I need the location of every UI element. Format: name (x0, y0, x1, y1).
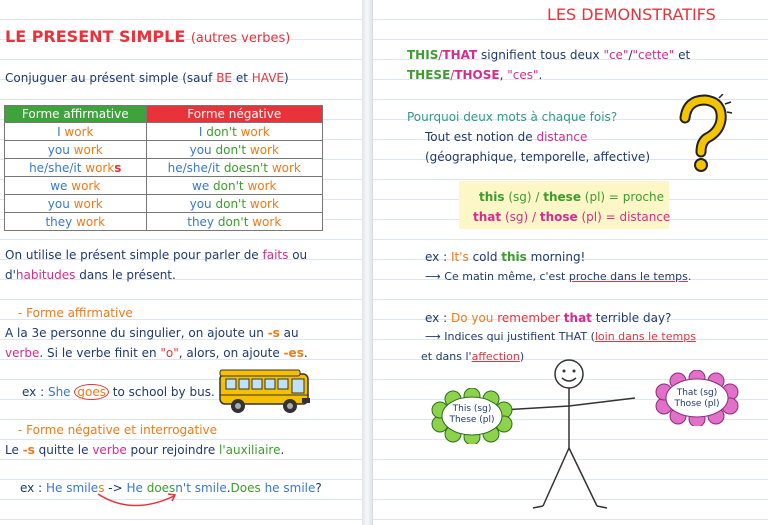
affirmative-cell: you work (5, 195, 147, 213)
header-negative: Forme négative (146, 106, 322, 123)
affirmative-cell: you work (5, 141, 147, 159)
distance-line-1: Tout est notion de distance (425, 130, 588, 144)
flower-right-text: That (sg) Those (pl) (674, 388, 720, 409)
affirmative-rule-line-1: A la 3e personne du singulier, on ajoute un -s au (5, 326, 299, 340)
affirmative-heading: - Forme affirmative (18, 306, 133, 320)
why-question: Pourquoi deux mots à chaque fois? (407, 110, 618, 124)
affirmative-cell: I work (5, 123, 147, 141)
example-that: ex : Do you remember that terrible day? (425, 311, 672, 325)
affirmative-cell: they work (5, 213, 147, 231)
stick-figure-icon (493, 356, 643, 516)
usage-line-2: d'habitudes dans le présent. (5, 268, 176, 282)
question-mark-icon (673, 94, 733, 174)
conjugate-instruction: Conjuguer au présent simple (sauf BE et HAVE) (5, 71, 289, 85)
negative-cell: he/she/it doesn't work (146, 159, 322, 177)
table-row (5, 123, 323, 141)
table-row (5, 177, 323, 195)
summary-proche: this (sg) / these (pl) = proche (479, 190, 664, 204)
affirmative-cell: we work (5, 177, 147, 195)
table-row (5, 141, 323, 159)
left-page (0, 0, 362, 525)
negative-cell: they don't work (146, 213, 322, 231)
example-this: ex : It's cold this morning! (425, 250, 586, 264)
negative-cell: you don't work (146, 141, 322, 159)
book-gutter (362, 0, 372, 525)
arrow-arc-icon (92, 490, 182, 512)
conjugation-table (4, 105, 323, 231)
negative-cell: I don't work (146, 123, 322, 141)
example-negative: ex : He smiles -> He doesn't smile.Does he smile? (20, 481, 322, 495)
table-row (5, 159, 323, 177)
negative-cell: we don't work (146, 177, 322, 195)
demonstratives-line-2: THESE/THOSE, "ces". (407, 68, 543, 82)
example-that-note-1: ⟶ Indices qui justifient THAT (loin dans le temps (425, 330, 696, 343)
header-affirmative: Forme affirmative (5, 106, 147, 123)
affirmative-cell: he/she/it works (5, 159, 147, 177)
summary-distance: that (sg) / those (pl) = distance (473, 210, 671, 224)
example-this-note: ⟶ Ce matin même, c'est proche dans le temps. (425, 270, 692, 283)
example-that-note-2: et dans l'affection) (421, 350, 525, 363)
negative-heading: - Forme négative et interrogative (18, 423, 218, 437)
arrow-right-icon: ⟶ (425, 270, 441, 283)
distance-line-2: (géographique, temporelle, affective) (425, 150, 650, 164)
table-row (5, 213, 323, 231)
flower-left-text: This (sg) These (pl) (449, 404, 495, 425)
table-row (5, 195, 323, 213)
left-page-title: LE PRESENT SIMPLE (autres verbes) (5, 27, 291, 46)
school-bus-icon (218, 368, 312, 418)
demonstratives-line-1: THIS/THAT signifient tous deux "ce"/"cette" et (407, 48, 691, 62)
negative-rule: Le -s quitte le verbe pour rejoindre l'auxiliaire. (5, 443, 285, 457)
right-page-title: LES DEMONSTRATIFS (547, 5, 716, 24)
example-affirmative: ex : She goes to school by bus. (22, 385, 215, 399)
usage-line-1: On utilise le présent simple pour parler de faits ou (5, 248, 308, 262)
affirmative-rule-line-2: verbe. Si le verbe finit en "o", alors, on ajoute -es. (5, 346, 308, 360)
table-body (5, 123, 323, 231)
negative-cell: you don't work (146, 195, 322, 213)
arrow-right-icon: ⟶ (425, 330, 441, 343)
right-page (372, 0, 768, 525)
